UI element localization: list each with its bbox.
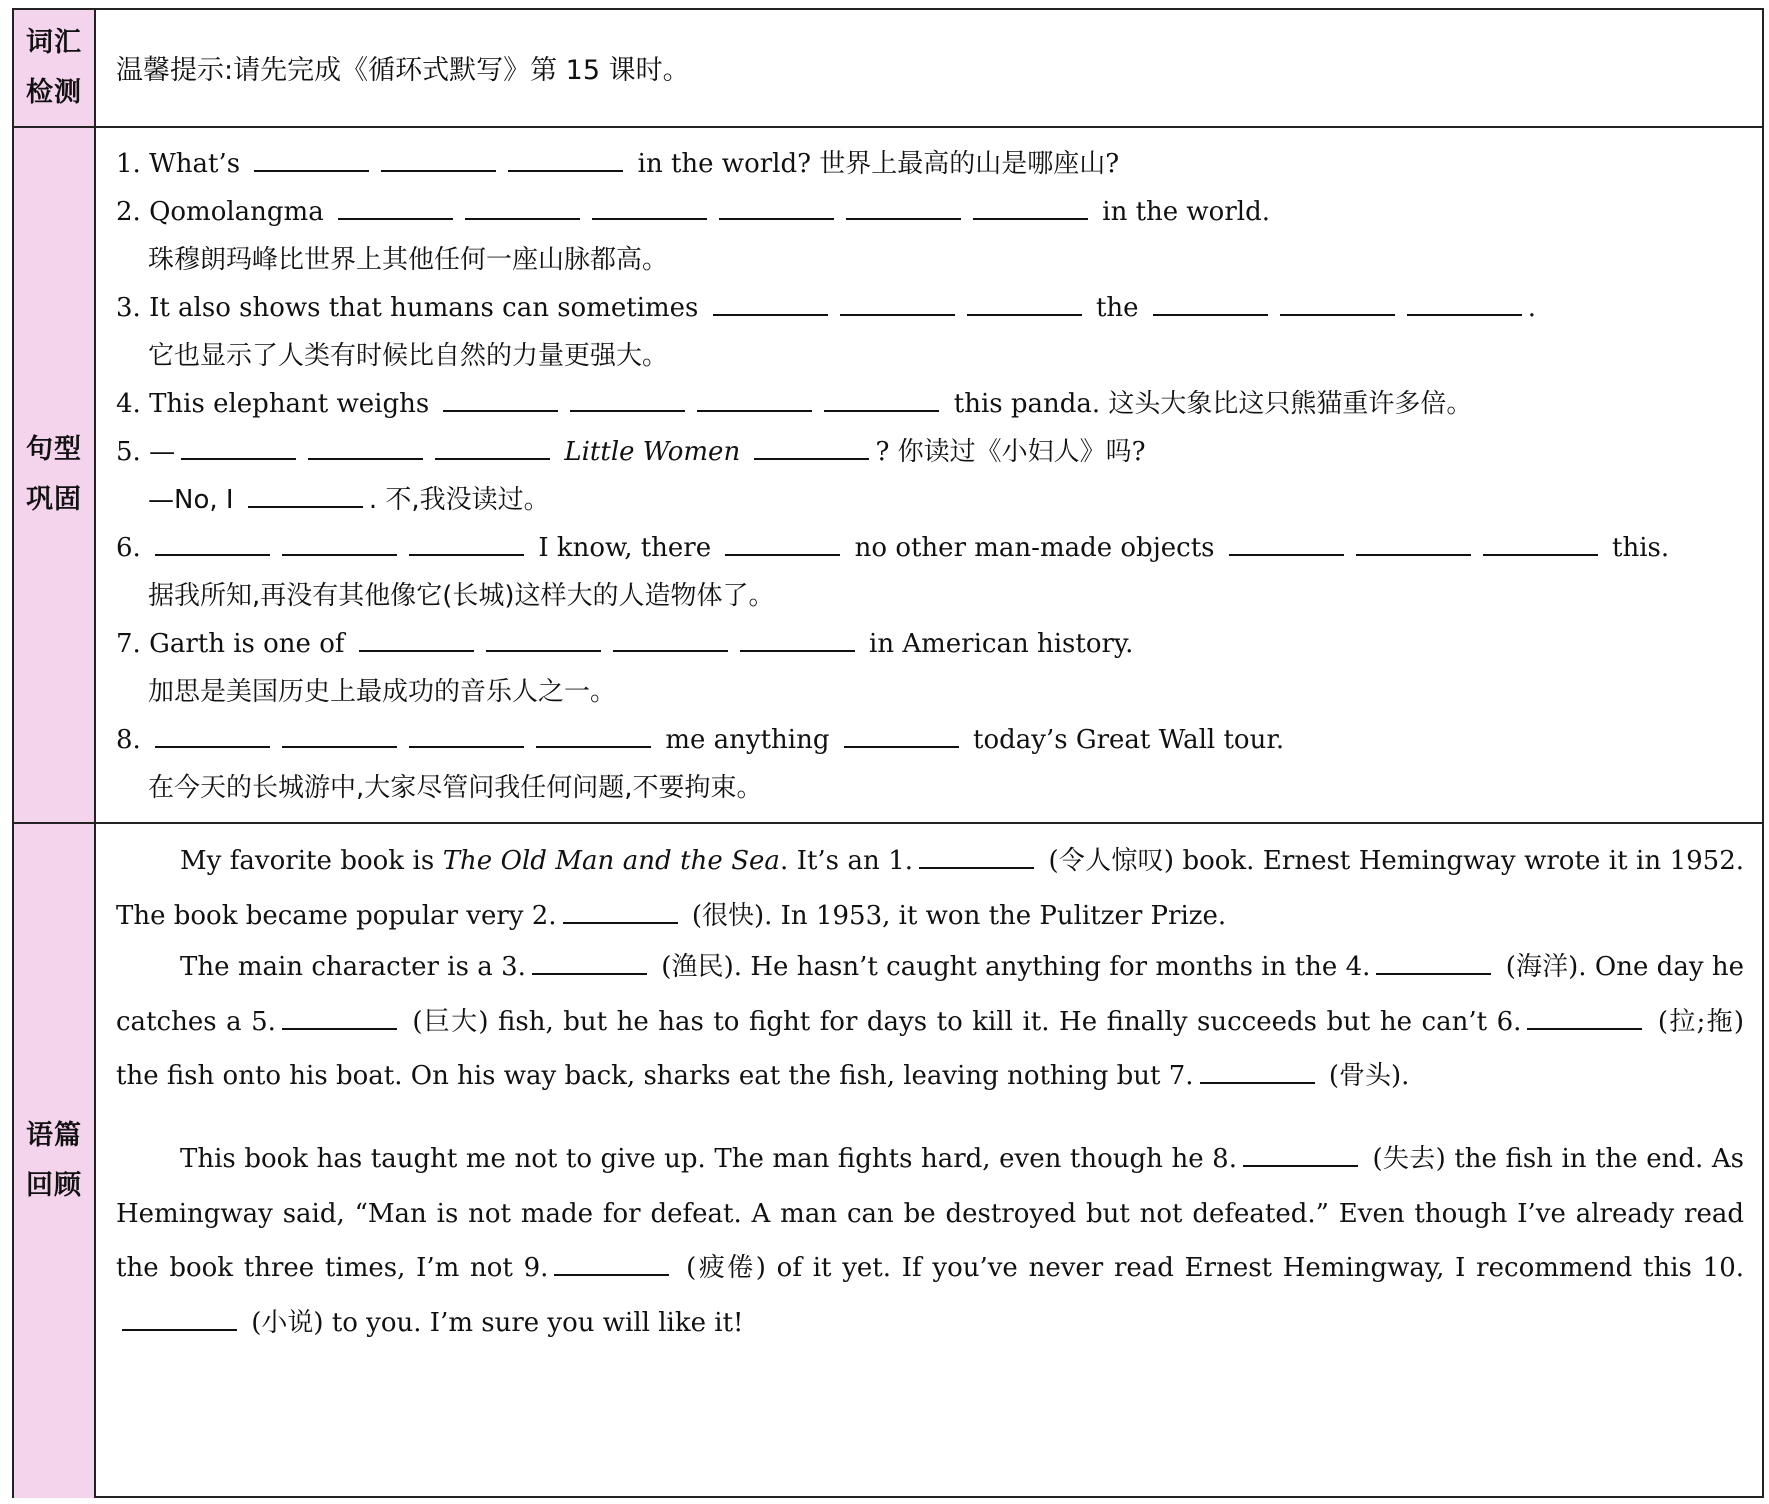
answer-blank[interactable] bbox=[155, 722, 270, 748]
answer-blank[interactable] bbox=[563, 898, 678, 924]
answer-blank[interactable] bbox=[1376, 949, 1491, 975]
answer-blank[interactable] bbox=[409, 530, 524, 556]
text: the bbox=[1095, 293, 1139, 323]
answer-blank[interactable] bbox=[282, 722, 397, 748]
text: in the world? 世界上最高的山是哪座山? bbox=[637, 149, 1120, 179]
exercise-sheet bbox=[12, 8, 1764, 1498]
text: I know, there bbox=[538, 533, 712, 563]
text: This book has taught me not to give up. The man fights hard, even though he 8. bbox=[180, 1144, 1237, 1174]
text: (很快). In 1953, it won the Pulitzer Prize. bbox=[683, 900, 1227, 931]
text: no other man-made objects bbox=[854, 533, 1215, 563]
answer-blank[interactable] bbox=[409, 722, 524, 748]
answer-blank[interactable] bbox=[1200, 1058, 1315, 1084]
passage-section bbox=[14, 824, 1762, 1498]
sentence-8-translation: 在今天的长城游中,大家尽管问我任何问题,不要拘束。 bbox=[148, 773, 763, 803]
text: (渔民). He hasn’t caught anything for months in the 4. bbox=[652, 952, 1371, 982]
answer-blank[interactable] bbox=[554, 1250, 669, 1276]
sentence-label-line1: 句型 bbox=[26, 434, 82, 465]
text: 7. Garth is one of bbox=[116, 629, 345, 659]
vocab-label-line2: 检测 bbox=[26, 77, 82, 108]
text: (疲倦) of it yet. If you’ve never read Ernest Hemingway, I recommend this 10. bbox=[675, 1253, 1744, 1284]
text: My favorite book is bbox=[180, 846, 443, 876]
answer-blank[interactable] bbox=[1483, 530, 1598, 556]
sentence-3-translation: 它也显示了人类有时候比自然的力量更强大。 bbox=[148, 341, 669, 371]
answer-blank[interactable] bbox=[282, 530, 397, 556]
answer-blank[interactable] bbox=[465, 194, 580, 220]
answer-blank[interactable] bbox=[754, 434, 869, 460]
answer-blank[interactable] bbox=[613, 626, 728, 652]
text: (小说) to you. I’m sure you will like it! bbox=[243, 1307, 744, 1338]
passage-paragraph-2 bbox=[116, 940, 1744, 1104]
text: . It’s an 1. bbox=[779, 846, 914, 876]
answer-blank[interactable] bbox=[973, 194, 1088, 220]
answer-blank[interactable] bbox=[1356, 530, 1471, 556]
book-title: Little Women bbox=[564, 437, 741, 467]
answer-blank[interactable] bbox=[1280, 290, 1395, 316]
answer-blank[interactable] bbox=[1243, 1141, 1358, 1167]
sentence-4 bbox=[116, 386, 1472, 422]
sentence-7 bbox=[116, 626, 1133, 662]
answer-blank[interactable] bbox=[486, 626, 601, 652]
text: in American history. bbox=[869, 629, 1134, 659]
text: (失去) the fish in the end. As Hemingway said, “Man is not made for defeat. A man can be destroyed but not defeated.” Even though I’ve already read the book three times, I’m not 9. bbox=[116, 1144, 1744, 1284]
answer-blank[interactable] bbox=[122, 1305, 237, 1331]
answer-blank[interactable] bbox=[282, 1004, 397, 1030]
sentence-section bbox=[14, 128, 1762, 824]
answer-blank[interactable] bbox=[532, 949, 647, 975]
passage-label bbox=[14, 824, 96, 1498]
passage-label-line1: 语篇 bbox=[26, 1120, 82, 1151]
answer-blank[interactable] bbox=[508, 146, 623, 172]
vocab-section bbox=[14, 10, 1762, 128]
answer-blank[interactable] bbox=[155, 530, 270, 556]
answer-blank[interactable] bbox=[919, 843, 1034, 869]
text: —No, I bbox=[148, 485, 234, 515]
text: . 不,我没读过。 bbox=[368, 485, 550, 515]
answer-blank[interactable] bbox=[381, 146, 496, 172]
text: (令人惊叹) book. Ernest Hemingway wrote it in 1952. The book became popular very 2. bbox=[116, 846, 1745, 931]
text: 8. bbox=[116, 725, 141, 755]
answer-blank[interactable] bbox=[248, 482, 363, 508]
answer-blank[interactable] bbox=[967, 290, 1082, 316]
answer-blank[interactable] bbox=[254, 146, 369, 172]
answer-blank[interactable] bbox=[713, 290, 828, 316]
answer-blank[interactable] bbox=[824, 386, 939, 412]
sentence-label-line2: 巩固 bbox=[26, 484, 82, 515]
answer-blank[interactable] bbox=[725, 530, 840, 556]
sentence-6-translation: 据我所知,再没有其他像它(长城)这样大的人造物体了。 bbox=[148, 581, 775, 611]
text: (巨大) fish, but he has to fight for days to kill it. He finally succeeds but he can’t 6. bbox=[402, 1006, 1522, 1037]
vocab-label bbox=[14, 10, 96, 126]
answer-blank[interactable] bbox=[1229, 530, 1344, 556]
answer-blank[interactable] bbox=[536, 722, 651, 748]
answer-blank[interactable] bbox=[592, 194, 707, 220]
vocab-label-line1: 词汇 bbox=[26, 27, 82, 58]
sentence-label bbox=[14, 128, 96, 822]
sentence-2 bbox=[116, 194, 1270, 230]
sentence-1 bbox=[116, 146, 1119, 182]
text: this. bbox=[1612, 533, 1670, 563]
text: 6. bbox=[116, 533, 141, 563]
text: 2. Qomolangma bbox=[116, 197, 324, 227]
answer-blank[interactable] bbox=[740, 626, 855, 652]
text: (骨头). bbox=[1320, 1061, 1410, 1092]
passage-paragraph-1 bbox=[116, 834, 1744, 943]
sentence-8 bbox=[116, 722, 1284, 758]
answer-blank[interactable] bbox=[840, 290, 955, 316]
vocab-tip: 温馨提示:请先完成《循环式默写》第 15 课时。 bbox=[116, 55, 690, 86]
answer-blank[interactable] bbox=[308, 434, 423, 460]
text: in the world. bbox=[1102, 197, 1270, 227]
passage-paragraph-3 bbox=[116, 1132, 1744, 1350]
sentence-5 bbox=[116, 434, 1146, 470]
answer-blank[interactable] bbox=[570, 386, 685, 412]
answer-blank[interactable] bbox=[846, 194, 961, 220]
answer-blank[interactable] bbox=[844, 722, 959, 748]
text: 1. What’s bbox=[116, 149, 241, 179]
text: 3. It also shows that humans can sometimes bbox=[116, 293, 699, 323]
text: today’s Great Wall tour. bbox=[973, 725, 1285, 755]
text: me anything bbox=[665, 725, 830, 755]
answer-blank[interactable] bbox=[435, 434, 550, 460]
sentence-2-translation: 珠穆朗玛峰比世界上其他任何一座山脉都高。 bbox=[148, 245, 669, 275]
text: (海洋). One day he catches a 5. bbox=[116, 952, 1744, 1037]
sentence-7-translation: 加思是美国历史上最成功的音乐人之一。 bbox=[148, 677, 617, 707]
text: The main character is a 3. bbox=[180, 952, 526, 982]
text: ? 你读过《小妇人》吗? bbox=[875, 437, 1146, 467]
answer-blank[interactable] bbox=[338, 194, 453, 220]
answer-blank[interactable] bbox=[1407, 290, 1522, 316]
answer-blank[interactable] bbox=[719, 194, 834, 220]
answer-blank[interactable] bbox=[697, 386, 812, 412]
answer-blank[interactable] bbox=[1153, 290, 1268, 316]
text: 5. — bbox=[116, 437, 176, 467]
answer-blank[interactable] bbox=[359, 626, 474, 652]
book-title: The Old Man and the Sea bbox=[442, 846, 780, 876]
sentence-6 bbox=[116, 530, 1669, 566]
sentence-5-answer bbox=[148, 482, 550, 518]
answer-blank[interactable] bbox=[181, 434, 296, 460]
answer-blank[interactable] bbox=[1527, 1004, 1642, 1030]
text: . bbox=[1527, 293, 1537, 323]
sentence-3 bbox=[116, 290, 1536, 326]
text: 4. This elephant weighs bbox=[116, 389, 430, 419]
text: (拉;拖) the fish onto his boat. On his way back, sharks eat the fish, leaving nothing but 7. bbox=[116, 1006, 1744, 1092]
passage-label-line2: 回顾 bbox=[26, 1170, 82, 1201]
text: this panda. 这头大象比这只熊猫重许多倍。 bbox=[953, 389, 1473, 419]
answer-blank[interactable] bbox=[443, 386, 558, 412]
